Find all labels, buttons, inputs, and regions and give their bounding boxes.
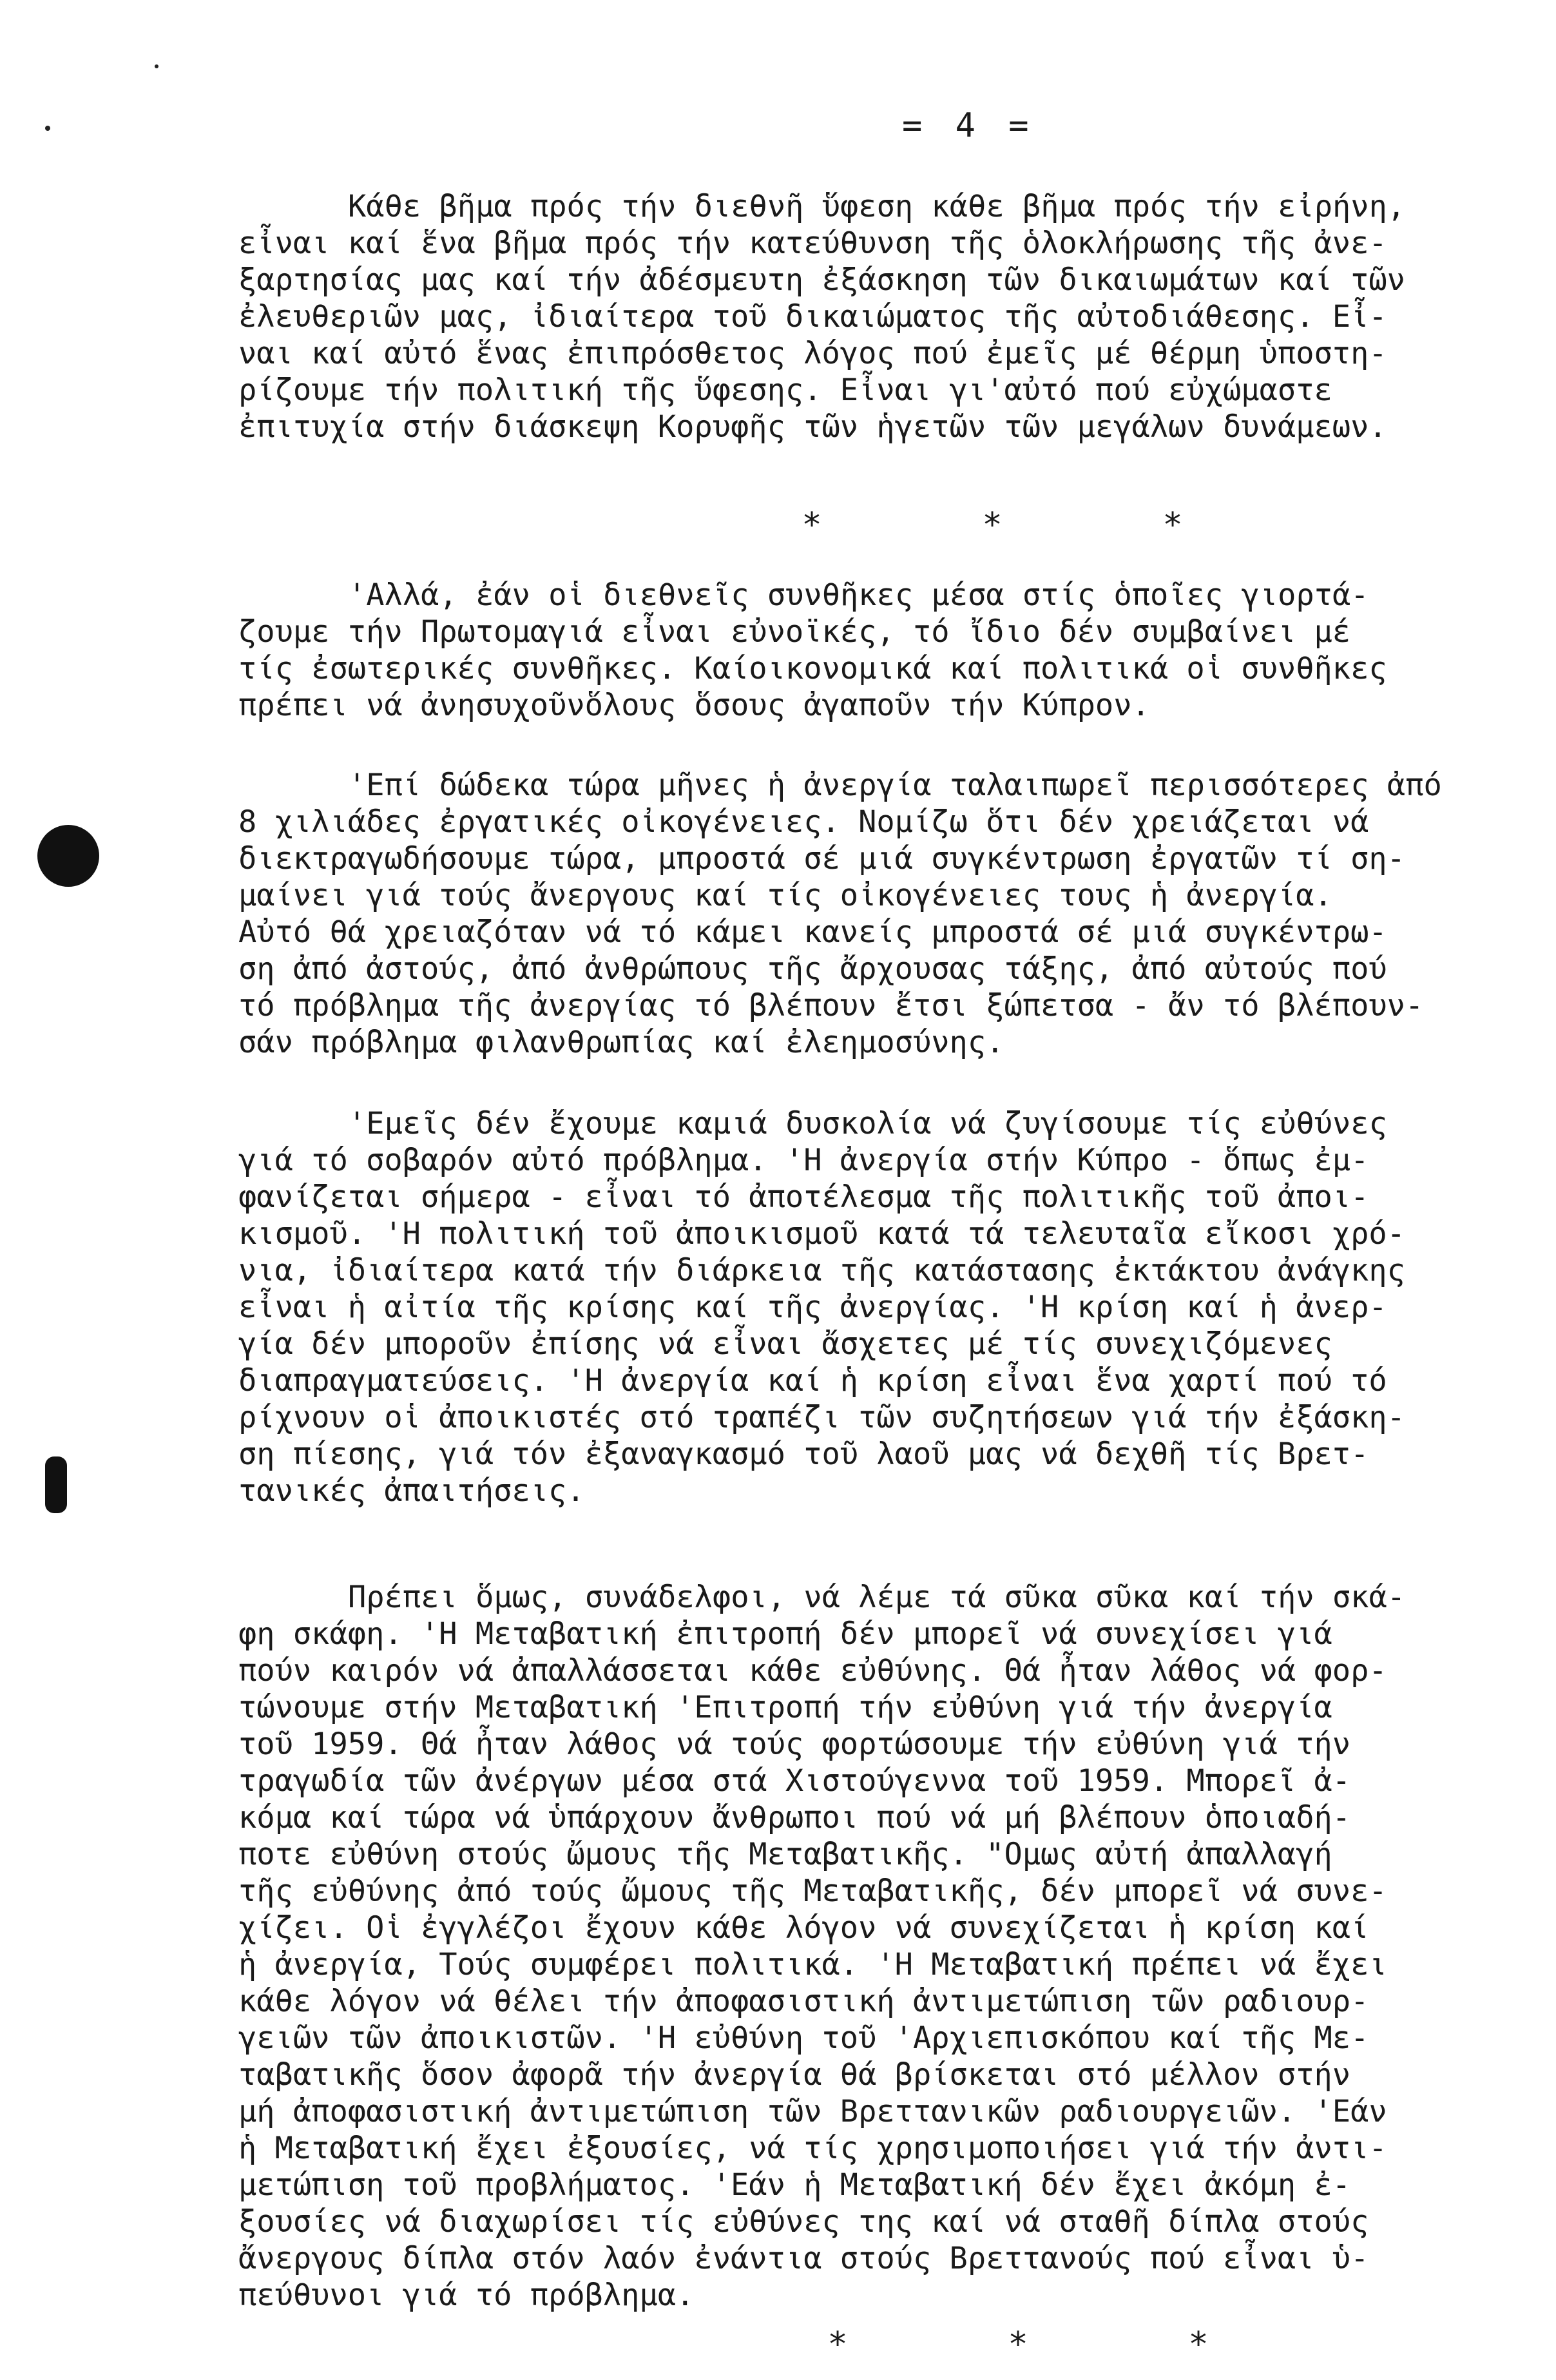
text-line: διαπραγματεύσεις. 'Η ἀνεργία καί ἡ κρίση εἶναι ἕνα χαρτί πού τό bbox=[238, 1363, 1387, 1398]
text-line: τοῦ 1959. Θά ἦταν λάθος νά τούς φορτώσουμε τήν εὐθύνη γιά τήν bbox=[238, 1727, 1351, 1762]
text-line: Αὐτό θά χρειαζόταν νά τό κάμει κανείς μπροστά σέ μιά συγκέντρω- bbox=[238, 914, 1387, 950]
text-line: Κάθε βῆμα πρός τήν διεθνῆ ὕφεση κάθε βῆμα πρός τήν εἰρήνη, bbox=[348, 189, 1406, 224]
paragraph-5 bbox=[238, 1579, 1540, 2314]
separator-star: * bbox=[827, 2325, 848, 2364]
text-line: ση ἀπό ἀστούς, ἀπό ἀνθρώπους τῆς ἄρχουσας τάξης, ἀπό αὐτούς πού bbox=[238, 951, 1387, 987]
text-line: φανίζεται σήμερα - εἶναι τό ἀποτέλεσμα τῆς πολιτικῆς τοῦ ἀποι- bbox=[238, 1179, 1369, 1215]
text-line: ξουσίες νά διαχωρίσει τίς εὐθύνες της καί νά σταθῆ δίπλα στούς bbox=[238, 2204, 1369, 2240]
text-line: ἐπιτυχία στήν διάσκεψη Κορυφῆς τῶν ἡγετῶν τῶν μεγάλων δυνάμεων. bbox=[238, 409, 1387, 445]
text-line: εἶναι ἡ αἰτία τῆς κρίσης καί τῆς ἀνεργίας. 'Η κρίση καί ἡ ἀνερ- bbox=[238, 1290, 1387, 1325]
text-line: νια, ἰδιαίτερα κατά τήν διάρκεια τῆς κατάστασης ἐκτάκτου ἀνάγκης bbox=[238, 1253, 1405, 1288]
text-line: ποτε εὐθύνη στούς ὤμους τῆς Μεταβατικῆς. "Ομως αὐτή ἀπαλλαγή bbox=[238, 1837, 1332, 1872]
separator-star: * bbox=[1162, 506, 1183, 545]
text-line: κισμοῦ. 'Η πολιτική τοῦ ἀποικισμοῦ κατά τά τελευταῖα εἴκοσι χρό- bbox=[238, 1216, 1405, 1252]
text-line: μαίνει γιά τούς ἄνεργους καί τίς οἰκογένειες τους ἡ ἀνεργία. bbox=[238, 878, 1332, 913]
text-line: κάθε λόγον νά θέλει τήν ἀποφασιστική ἀντιμετώπιση τῶν ραδιουρ- bbox=[238, 1984, 1369, 2019]
text-line: ση πίεσης, γιά τόν ἐξαναγκασμό τοῦ λαοῦ μας νά δεχθῆ τίς Βρετ- bbox=[238, 1437, 1369, 1472]
text-line: μετώπιση τοῦ προβλήματος. 'Εάν ἡ Μεταβατική δέν ἔχει ἀκόμη ἐ- bbox=[238, 2167, 1351, 2203]
text-line: 'Επί δώδεκα τώρα μῆνες ἡ ἀνεργία ταλαιπωρεῖ περισσότερες ἀπό bbox=[348, 768, 1442, 803]
separator-star: * bbox=[802, 506, 822, 545]
separator-star: * bbox=[982, 506, 1003, 545]
separator-star: * bbox=[1188, 2325, 1209, 2364]
text-line: φη σκάφη. 'Η Μεταβατική ἐπιτροπή δέν μπορεῖ νά συνεχίσει γιά bbox=[238, 1616, 1332, 1652]
text-line: γειῶν τῶν ἀποικιστῶν. 'Η εὐθύνη τοῦ 'Αρχιεπισκόπου καί τῆς Με- bbox=[238, 2020, 1369, 2056]
text-line: μή ἀποφασιστική ἀντιμετώπιση τῶν Βρεττανικῶν ραδιουργειῶν. 'Εάν bbox=[238, 2094, 1387, 2129]
text-line: εἶναι καί ἕνα βῆμα πρός τήν κατεύθυνση τῆς ὁλοκλήρωσης τῆς ἀνε- bbox=[238, 226, 1387, 261]
page-number: = 4 = bbox=[902, 106, 1035, 145]
text-line: ταβατικῆς ὅσον ἀφορᾶ τήν ἀνεργία θά βρίσκεται στό μέλλον στήν bbox=[238, 2057, 1351, 2093]
text-line: τραγωδία τῶν ἀνέργων μέσα στά Χιστούγεννα τοῦ 1959. Μπορεῖ ἀ- bbox=[238, 1763, 1351, 1799]
text-line: ζουμε τήν Πρωτομαγιά εἶναι εὐνοϊκές, τό ἴδιο δέν συμβαίνει μέ bbox=[238, 614, 1351, 650]
separator-star: * bbox=[1008, 2325, 1028, 2364]
text-line: ἄνεργους δίπλα στόν λαόν ἐνάντια στούς Βρεττανούς πού εἶναι ὑ- bbox=[238, 2241, 1369, 2276]
text-line: πεύθυνοι γιά τό πρόβλημα. bbox=[238, 2278, 695, 2313]
text-line: ρίζουμε τήν πολιτική τῆς ὕφεσης. Εἶναι γι'αὐτό πού εὐχώμαστε bbox=[238, 372, 1332, 408]
text-line: ναι καί αὐτό ἕνας ἐπιπρόσθετος λόγος πού ἐμεῖς μέ θέρμη ὑποστη- bbox=[238, 336, 1387, 371]
text-line: τῆς εὐθύνης ἀπό τούς ὤμους τῆς Μεταβατικῆς, δέν μπορεῖ νά συνε- bbox=[238, 1873, 1387, 1909]
separator-stars bbox=[722, 506, 1263, 545]
text-line: Πρέπει ὅμως, συνάδελφοι, νά λέμε τά σῦκα σῦκα καί τήν σκά- bbox=[348, 1580, 1406, 1615]
separator-stars bbox=[747, 2325, 1289, 2364]
paragraph-3 bbox=[238, 767, 1540, 1061]
text-line: 'Αλλά, ἐάν οἱ διεθνεῖς συνθῆκες μέσα στίς ὁποῖες γιορτά- bbox=[348, 577, 1369, 613]
text-line: τό πρόβλημα τῆς ἀνεργίας τό βλέπουν ἔτσι ξώπετσα - ἄν τό βλέπουν- bbox=[238, 988, 1424, 1023]
text-line: ἡ Μεταβατική ἔχει ἐξουσίες, νά τίς χρησιμοποιήσει γιά τήν ἀντι- bbox=[238, 2131, 1387, 2166]
text-line: διεκτραγωδήσουμε τώρα, μπροστά σέ μιά συγκέντρωση ἐργατῶν τί ση- bbox=[238, 841, 1405, 876]
text-line: τανικές ἀπαιτήσεις. bbox=[238, 1473, 585, 1509]
text-line: χίζει. Οἱ ἐγγλέζοι ἔχουν κάθε λόγον νά συνεχίζεται ἡ κρίση καί bbox=[238, 1910, 1369, 1946]
paragraph-2 bbox=[238, 577, 1540, 724]
paragraph-1 bbox=[238, 188, 1540, 445]
text-line: τίς ἐσωτερικές συνθῆκες. Καίοικονομικά καί πολιτικά οἱ συνθῆκες bbox=[238, 651, 1387, 686]
text-line: ἐλευθεριῶν μας, ἰδιαίτερα τοῦ δικαιώματος τῆς αὐτοδιάθεσης. Εἶ- bbox=[238, 299, 1387, 334]
text-line: πούν καιρόν νά ἀπαλλάσσεται κάθε εὐθύνης. Θά ἦταν λάθος νά φορ- bbox=[238, 1653, 1387, 1688]
text-line: σάν πρόβλημα φιλανθρωπίας καί ἐλεημοσύνης. bbox=[238, 1025, 1004, 1060]
binder-hole bbox=[37, 825, 99, 887]
binder-hole-edge bbox=[45, 1456, 67, 1513]
scan-speck bbox=[45, 126, 50, 131]
text-line: 'Εμεῖς δέν ἔχουμε καμιά δυσκολία νά ζυγίσουμε τίς εὐθύνες bbox=[348, 1106, 1387, 1141]
paragraph-4 bbox=[238, 1105, 1540, 1509]
text-line: γιά τό σοβαρόν αὐτό πρόβλημα. 'Η ἀνεργία στήν Κύπρο - ὅπως ἐμ- bbox=[238, 1143, 1369, 1178]
text-line: ἡ ἀνεργία, Τούς συμφέρει πολιτικά. 'Η Μεταβατική πρέπει νά ἔχει bbox=[238, 1947, 1387, 1982]
text-line: 8 χιλιάδες ἐργατικές οἰκογένειες. Νομίζω ὅτι δέν χρειάζεται νά bbox=[238, 804, 1369, 840]
text-line: ρίχνουν οἱ ἀποικιστές στό τραπέζι τῶν συζητήσεων γιά τήν ἐξάσκη- bbox=[238, 1400, 1405, 1435]
text-line: τώνουμε στήν Μεταβατική 'Επιτροπή τήν εὐθύνη γιά τήν ἀνεργία bbox=[238, 1690, 1332, 1725]
text-line: γία δέν μποροῦν ἐπίσης νά εἶναι ἄσχετες μέ τίς συνεχιζόμενες bbox=[238, 1326, 1332, 1362]
text-line: ξαρτησίας μας καί τήν ἀδέσμευτη ἐξάσκηση τῶν δικαιωμάτων καί τῶν bbox=[238, 262, 1405, 298]
scan-speck bbox=[155, 64, 158, 68]
text-line: πρέπει νά ἀνησυχοῦνὅλους ὅσους ἀγαποῦν τήν Κύπρον. bbox=[238, 688, 1150, 723]
text-line: κόμα καί τώρα νά ὑπάρχουν ἄνθρωποι πού νά μή βλέπουν ὁποιαδή- bbox=[238, 1800, 1351, 1835]
